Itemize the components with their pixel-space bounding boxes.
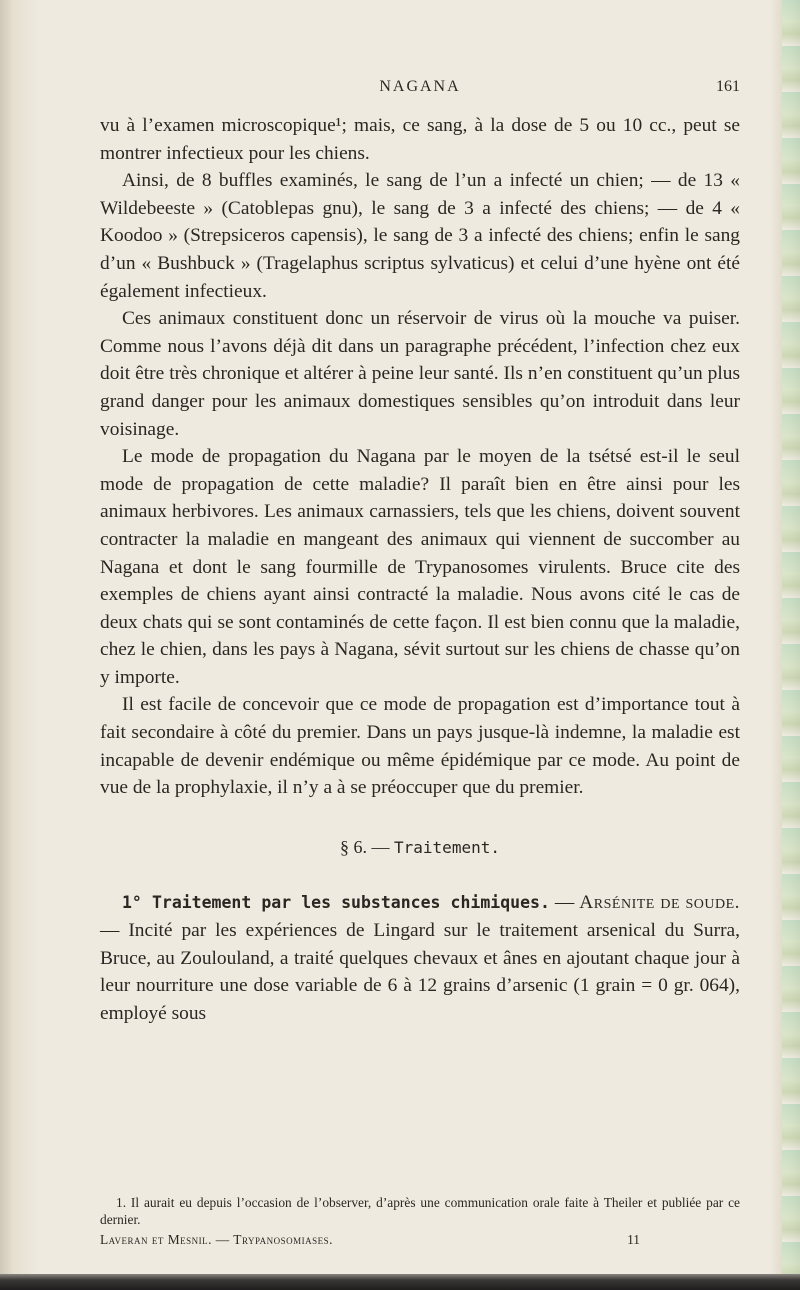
page-number: 161 bbox=[716, 78, 740, 95]
scan-bottom-edge bbox=[0, 1274, 800, 1290]
paragraph-2: Ainsi, de 8 buffles examinés, le sang de l’un a infecté un chien; — de 13 « Wildebeeste » (Catoblepas gnu), le sang de 3 a infecté des chiens; — de 4 « Koodoo » (Strepsiceros capensis), le sang de 3 a infecté des chiens; enfin le sang d’un « Bushbuck » (Tragelaphus scriptus sylvaticus) et celui d’une hyène ont été également infectieux. bbox=[100, 170, 740, 302]
section-number: § 6. — bbox=[340, 836, 390, 857]
treatment-subject: Arsénite de soude. bbox=[579, 892, 740, 914]
running-head bbox=[100, 78, 740, 98]
section-title: Traitement. bbox=[394, 837, 500, 857]
signature-sheet: 11 bbox=[627, 1232, 640, 1247]
paragraph-5: Il est facile de concevoir que ce mode de propagation est d’importance tout à fait secondaire à côté du premier. Dans un pays jusque-là indemne, la maladie est incapable de devenir endémique ou même épidémique par ce mode. Au point de vue de la prophylaxie, il n’y a à se préoccuper que du premier. bbox=[100, 694, 740, 799]
treatment-dash: — bbox=[554, 892, 575, 914]
paragraph-1: vu à l’examen microscopique¹; mais, ce sang, à la dose de 5 ou 10 cc., peut se montrer infectieux pour les chiens. bbox=[100, 115, 740, 164]
page-body bbox=[100, 112, 740, 1027]
section-heading bbox=[100, 834, 740, 862]
footnote bbox=[100, 1194, 740, 1228]
paragraph-4: Le mode de propagation du Nagana par le moyen de la tsétsé est-il le seul mode de propagation de cette maladie? Il paraît bien en être ainsi pour les animaux herbivores. Les animaux carnassiers, tels que les chiens, doivent souvent contracter la maladie en mangeant des animaux qui viennent de succomber au Nagana et dont le sang fourmille de Trypanosomes virulents. Bruce cite des exemples de chiens ayant ainsi contracté la maladie. Nous avons cité le cas de deux chats qui se sont contaminés de cette façon. Il est bien connu que la maladie, chez le chien, dans les pays à Nagana, sévit surtout sur les chiens de chasse qu’on y importe. bbox=[100, 446, 740, 688]
treatment-text: — Incité par les expériences de Lingard sur le traitement arsenical du Surra, Bruce, au Zoulouland, a traité quelques chevaux et ânes en ajoutant chaque jour à leur nourriture une dose variable de 6 à 12 grains d’arsenic (1 grain = 0 gr. 064), employé sous bbox=[100, 920, 740, 1024]
paragraph-3: Ces animaux constituent donc un réservoir de virus où la mouche va puiser. Comme nous l’avons déjà dit dans un paragraphe précédent, l’infection chez eux doit être très chronique et altérer à peine leur santé. Ils n’en constituent qu’un plus grand danger pour les animaux domestiques sensibles qu’on introduit dans leur voisinage. bbox=[100, 308, 740, 440]
running-title: NAGANA bbox=[379, 78, 461, 95]
treatment-heading: 1° Traitement par les substances chimiques. bbox=[122, 893, 550, 913]
signature-authors: Laveran et Mesnil. — Trypanosomiases. bbox=[100, 1232, 334, 1247]
footnote-text: 1. Il aurait eu depuis l’occasion de l’observer, d’après une communication orale faite à Theiler et publiée par ce dernier. bbox=[100, 1195, 740, 1227]
printer-signature bbox=[100, 1232, 740, 1250]
book-spine-edge bbox=[782, 0, 800, 1290]
treatment-paragraph bbox=[100, 889, 740, 1027]
